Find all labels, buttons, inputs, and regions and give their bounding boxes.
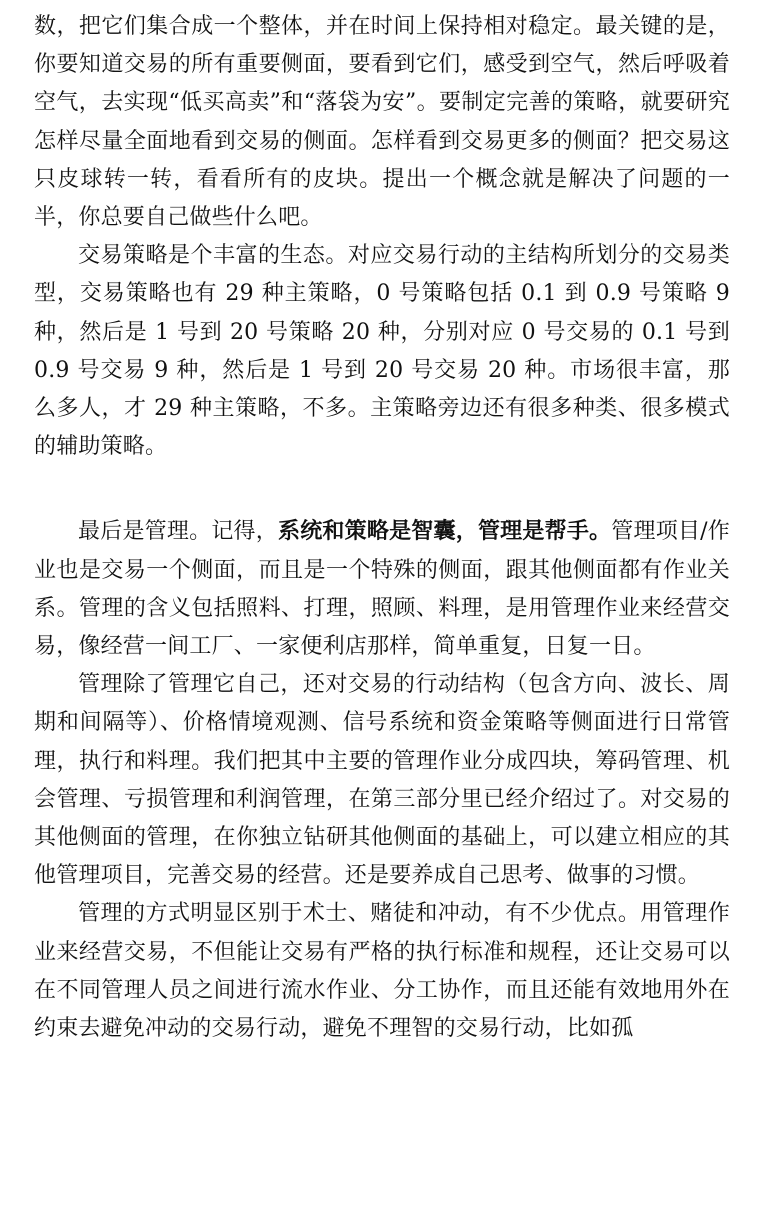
paragraph-1 bbox=[34, 8, 730, 237]
paragraph-5 bbox=[34, 895, 730, 1048]
paragraph-2 bbox=[34, 237, 730, 466]
paragraph-5-text: 管理的方式明显区别于术士、赌徒和冲动，有不少优点。用管理作业来经营交易，不但能让交易有严格的执行标准和规程，还让交易可以在不同管理人员之间进行流水作业、分工协作，而且还能有效地用外在约束去避免冲动的交易行动，避免不理智的交易行动，比如孤 bbox=[34, 901, 730, 1042]
paragraph-1-text: 数，把它们集合成一个整体，并在时间上保持相对稳定。最关键的是，你要知道交易的所有重要侧面，要看到它们，感受到空气，然后呼吸着空气，去实现“低买高卖”和“落袋为安”。要制定完善的策略，就要研究怎样尽量全面地看到交易的侧面。怎样看到交易更多的侧面？把交易这只皮球转一转，看看所有的皮块。提出一个概念就是解决了问题的一半，你总要自己做些什么吧。 bbox=[34, 14, 730, 231]
paragraph-2-text: 交易策略是个丰富的生态。对应交易行动的主结构所划分的交易类型，交易策略也有 29 种主策略，0 号策略包括 0.1 到 0.9 号策略 9 种，然后是 1 号到 20 号策略 20 种，分别对应 0 号交易的 0.1 号到 0.9 号交易 9 种，然后是 1 号到 20 号交易 20 种。市场很丰富，那么多人，才 29 种主策略，不多。主策略旁边还有很多种类、很多模式的辅助策略。 bbox=[34, 243, 730, 460]
section-gap bbox=[34, 466, 730, 512]
paragraph-3-text-start: 最后是管理。记得， bbox=[78, 519, 278, 545]
paragraph-4-text: 管理除了管理它自己，还对交易的行动结构（包含方向、波长、周期和间隔等）、价格情境观测、信号系统和资金策略等侧面进行日常管理，执行和料理。我们把其中主要的管理作业分成四块，筹码管理、机会管理、亏损管理和利润管理，在第三部分里已经介绍过了。对交易的其他侧面的管理，在你独立钻研其他侧面的基础上，可以建立相应的其他管理项目，完善交易的经营。还是要养成自己思考、做事的习惯。 bbox=[34, 672, 730, 889]
paragraph-3 bbox=[34, 512, 730, 666]
paragraph-3-text-end: 管理项目/作业也是交易一个侧面，而且是一个特殊的侧面，跟其他侧面都有作业关系。管理的含义包括照料、打理，照顾、料理，是用管理作业来经营交易，像经营一间工厂、一家便利店那样，简单重复，日复一日。 bbox=[34, 519, 730, 660]
paragraph-3-bold-phrase: 系统和策略是智囊，管理是帮手。 bbox=[277, 518, 612, 545]
paragraph-4 bbox=[34, 666, 730, 895]
